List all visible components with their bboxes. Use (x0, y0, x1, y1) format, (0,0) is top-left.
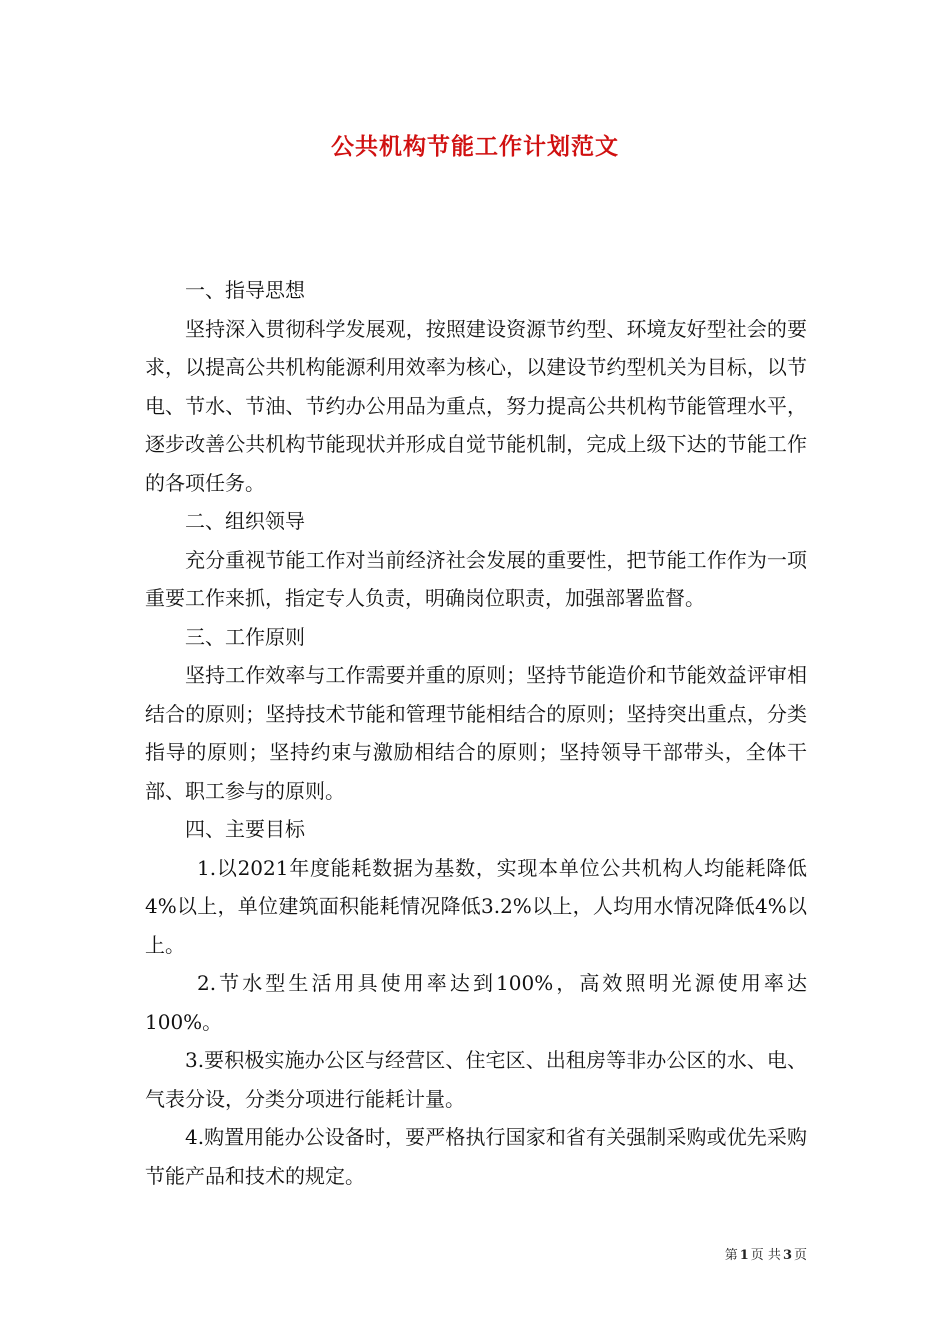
paragraph-principles: 坚持工作效率与工作需要并重的原则；坚持节能造价和节能效益评审相结合的原则；坚持技术节能和管理节能相结合的原则；坚持突出重点，分类指导的原则；坚持约束与激励相结合的原则；坚持领导干部带头，全体干部、职工参与的原则。 (145, 663, 807, 803)
section-heading-main-goals: 四、主要目标 (185, 817, 305, 841)
section-heading-organization: 二、组织领导 (185, 509, 305, 533)
paragraph-organization: 充分重视节能工作对当前经济社会发展的重要性，把节能工作作为一项重要工作来抓，指定专人负责，明确岗位职责，加强部署监督。 (145, 547, 807, 610)
goal-item-2: 2.节水型生活用具使用率达到100%，高效照明光源使用率达100%。 (145, 971, 807, 1034)
page-number-footer (725, 1247, 807, 1265)
goal-item-1: 1.以2021年度能耗数据为基数，实现本单位公共机构人均能耗降低4%以上，单位建筑面积能耗情况降低3.2%以上，人均用水情况降低4%以上。 (145, 855, 807, 957)
footer-prefix: 第 (724, 1248, 738, 1263)
document-title: 公共机构节能工作计划范文 (331, 133, 619, 160)
goal-item-4: 4.购置用能办公设备时，要严格执行国家和省有关强制采购或优先采购节能产品和技术的规定。 (145, 1125, 807, 1188)
section-heading-guiding-ideology: 一、指导思想 (185, 278, 305, 302)
goal-item-3: 3.要积极实施办公区与经营区、住宅区、出租房等非办公区的水、电、气表分设，分类分项进行能耗计量。 (145, 1048, 807, 1111)
footer-middle: 页 共 (750, 1248, 781, 1263)
footer-total-pages: 3 (782, 1248, 792, 1263)
paragraph-guiding-ideology: 坚持深入贯彻科学发展观，按照建设资源节约型、环境友好型社会的要求，以提高公共机构能源利用效率为核心，以建设节约型机关为目标，以节电、节水、节油、节约办公用品为重点，努力提高公共机构节能管理水平，逐步改善公共机构节能现状并形成自觉节能机制，完成上级下达的节能工作的各项任务。 (145, 316, 807, 495)
document-body (145, 271, 807, 1195)
footer-current-page: 1 (739, 1248, 749, 1263)
footer-suffix: 页 (793, 1248, 807, 1263)
section-heading-principles: 三、工作原则 (185, 624, 305, 649)
